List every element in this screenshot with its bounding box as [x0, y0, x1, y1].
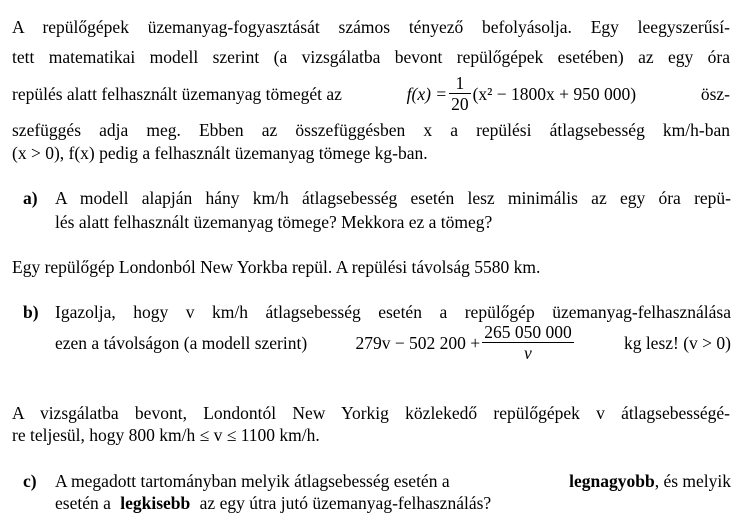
formula-denominator: 20: [451, 94, 469, 114]
part-b-line-1: Igazolja, hogy v km/h átlagsebesség esetén a repülőgép üzemanyag-felhasználása: [55, 302, 731, 322]
intro-line-3-tail: ösz-: [700, 83, 730, 104]
part-a-line-1: A modell alapján hány km/h átlagsebesség esetén lesz minimális az egy óra repü-: [55, 188, 731, 208]
expr-denominator: v: [524, 343, 532, 363]
intro-line-2: tett matematikai modell szerint (a vizsgálatba bevont repülőgépek esetében) az egy óra: [12, 47, 730, 67]
expr-left: 279v − 502 200 +: [355, 332, 481, 353]
intro-line-5: (x > 0), f(x) pedig a felhasznált üzemanyag tömege kg-ban.: [12, 143, 428, 163]
context-1: Egy repülőgép Londonból New Yorkba repül. A repülési távolság 5580 km.: [12, 257, 541, 277]
context-2-line-2: re teljesül, hogy 800 km/h ≤ v ≤ 1100 km/h.: [12, 425, 320, 445]
intro-line-4: szefüggés adja meg. Ebben az összefüggésben x a repülési átlagsebesség km/h-ban: [12, 120, 730, 140]
part-b-line-2: [55, 323, 731, 362]
intro-line-3-text: repülés alatt felhasznált üzemanyag tömegét az: [12, 83, 342, 104]
expr-fraction: [482, 323, 574, 362]
part-b-line-2-tail: kg lesz! (v > 0): [623, 332, 731, 353]
intro-line-1: A repülőgépek üzemanyag-fogyasztását számos tényező befolyásolja. Egy leegyszerűsí-: [12, 17, 730, 37]
formula-f: [407, 74, 636, 113]
part-c-bold-smallest: legkisebb: [120, 493, 191, 513]
part-c-label: c): [23, 471, 37, 491]
part-c-line-2-a: esetén a: [55, 493, 111, 513]
intro-line-3: [12, 74, 730, 113]
formula-numerator: 1: [455, 73, 465, 93]
part-c-bold-largest: legnagyobb: [569, 471, 655, 491]
part-c-line-2-b: az egy útra jutó üzemanyag-felhasználás?: [199, 493, 492, 513]
context-2-line-1: A vizsgálatba bevont, Londontól New Yorkig közlekedő repülőgépek v átlagsebességé-: [12, 403, 730, 423]
part-c-line-2: [55, 493, 491, 513]
part-b-line-2-text: ezen a távolságon (a modell szerint): [55, 332, 308, 353]
part-a-line-2: lés alatt felhasznált üzemanyag tömege? Mekkora ez a tömeg?: [55, 212, 493, 232]
part-c-line-1: [55, 471, 731, 491]
formula-rest: (x² − 1800x + 950 000): [472, 83, 637, 104]
formula-fraction: [449, 74, 471, 113]
part-a-label: a): [23, 188, 38, 208]
part-b-expression: [355, 323, 575, 362]
expr-numerator: 265 050 000: [484, 322, 572, 342]
part-c-line-1-rest: [569, 471, 731, 491]
part-c-line-1-a: A megadott tartományban melyik átlagsebesség esetén a: [55, 471, 450, 491]
part-c-line-1-b: , és melyik: [654, 471, 731, 491]
part-b-label: b): [23, 302, 39, 322]
formula-f-label: f(x) =: [406, 83, 448, 104]
